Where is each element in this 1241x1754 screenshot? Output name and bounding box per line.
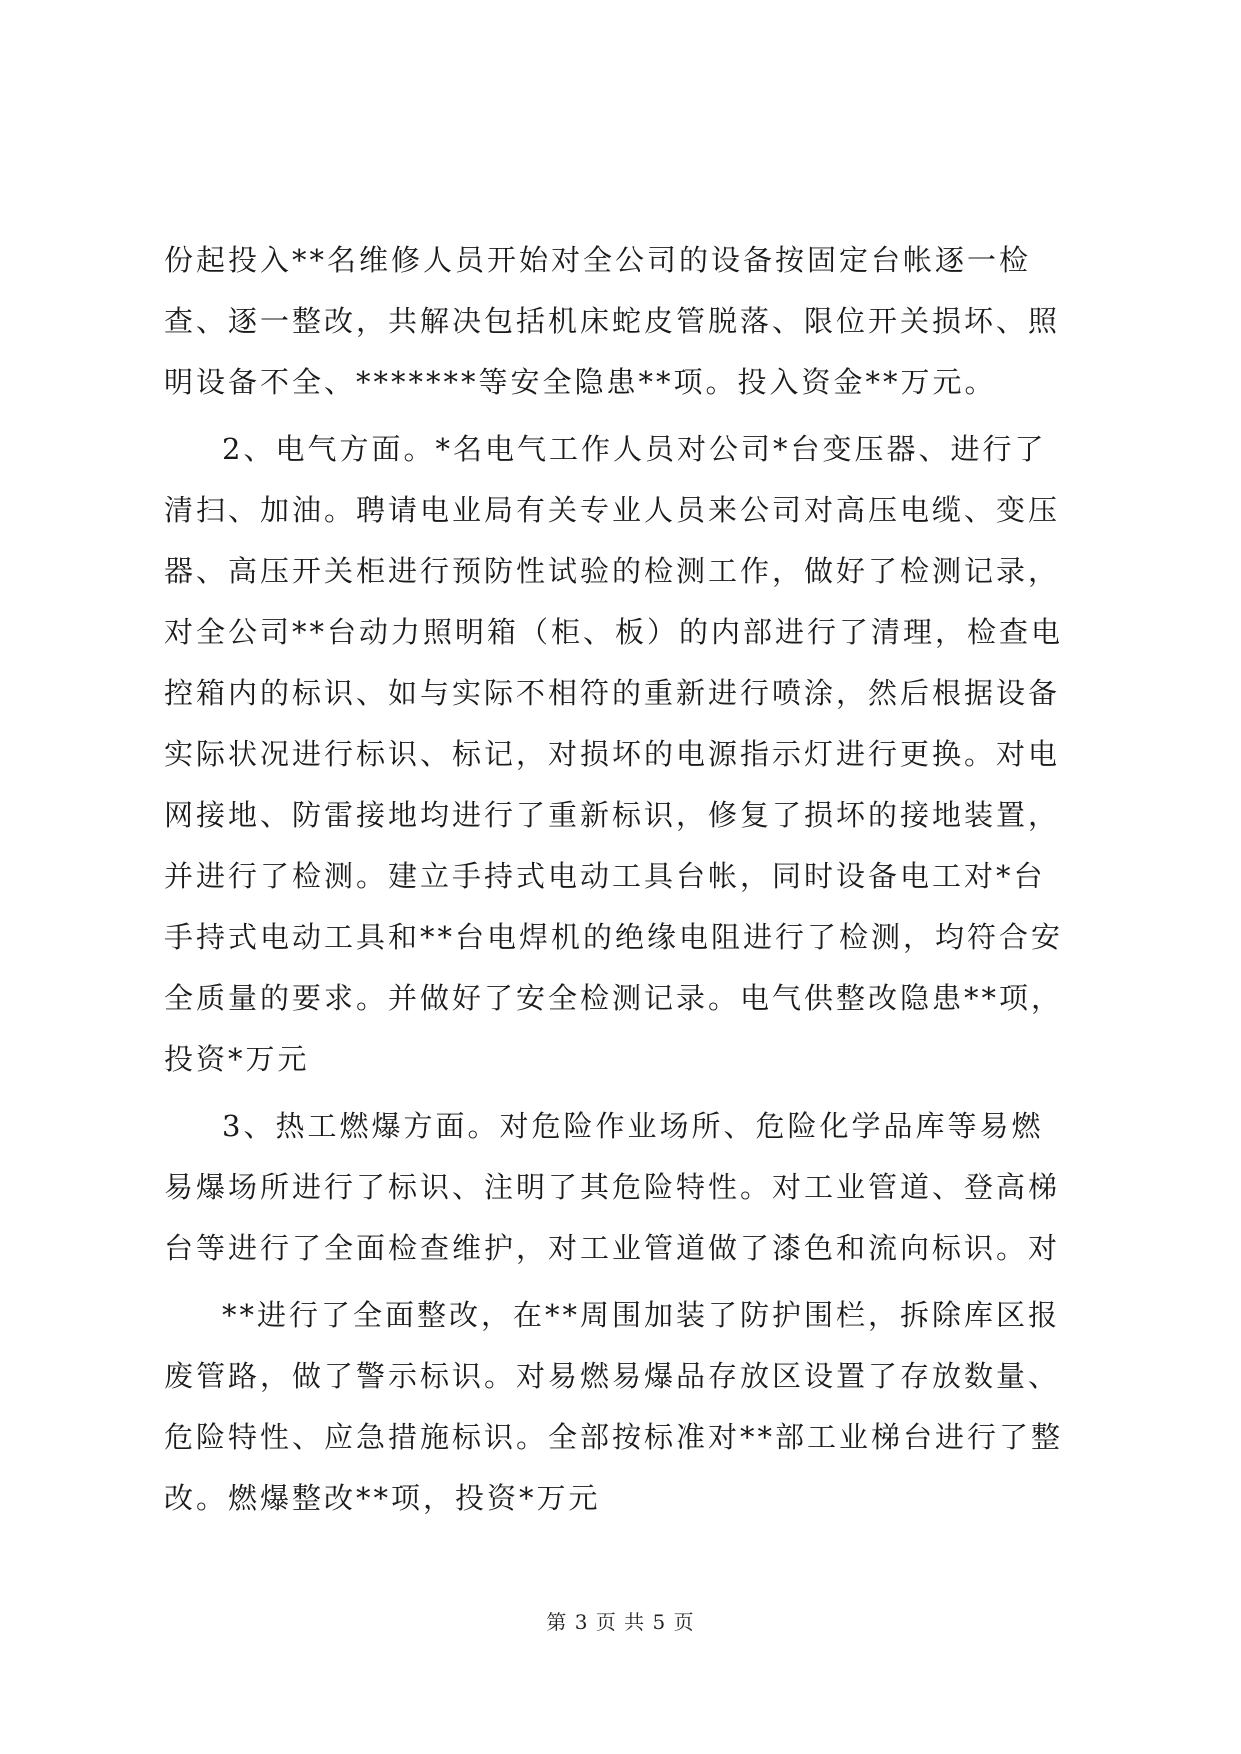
text-line: 实际状况进行标识、标记，对损坏的电源指示灯进行更换。对电 <box>164 737 1061 771</box>
text-line: 并进行了检测。建立手持式电动工具台帐，同时设备电工对*台 <box>164 859 1046 893</box>
paragraph-equipment <box>164 230 1084 413</box>
document-body <box>164 230 1084 1529</box>
text-line: 控箱内的标识、如与实际不相符的重新进行喷涂，然后根据设备 <box>164 676 1061 710</box>
text-line: 明设备不全、*******等安全隐患**项。投入资金**万元。 <box>164 365 997 399</box>
paragraph-thermal-explosion <box>164 1096 1084 1279</box>
text-line: 投资*万元 <box>164 1042 310 1076</box>
text-line: 网接地、防雷接地均进行了重新标识，修复了损坏的接地装置， <box>164 798 1061 832</box>
text-line: 清扫、加油。聘请电业局有关专业人员来公司对高压电缆、变压 <box>164 493 1061 527</box>
text-line: 手持式电动工具和**台电焊机的绝缘电阻进行了检测，均符合安 <box>164 920 1064 954</box>
text-line: 全质量的要求。并做好了安全检测记录。电气供整改隐患**项， <box>164 981 1064 1015</box>
text-line: 份起投入**名维修人员开始对全公司的设备按固定台帐逐一检 <box>164 243 1032 277</box>
text-line: 器、高压开关柜进行预防性试验的检测工作，做好了检测记录， <box>164 554 1061 588</box>
text-line: **进行了全面整改，在**周围加装了防护围栏，拆除库区报 <box>222 1298 1061 1332</box>
text-line: 改。燃爆整改**项，投资*万元 <box>164 1481 601 1515</box>
text-line: 2、电气方面。*名电气工作人员对公司*台变压器、进行了 <box>222 432 1047 466</box>
text-line: 查、逐一整改，共解决包括机床蛇皮管脱落、限位开关损坏、照 <box>164 304 1061 338</box>
text-line: 3、热工燃爆方面。对危险作业场所、危险化学品库等易燃 <box>222 1109 1044 1143</box>
text-line: 危险特性、应急措施标识。全部按标准对**部工业梯台进行了整 <box>164 1420 1064 1454</box>
paragraph-rectification <box>164 1285 1084 1529</box>
text-line: 易爆场所进行了标识、注明了其危险特性。对工业管道、登高梯 <box>164 1170 1061 1204</box>
text-line: 台等进行了全面检查维护，对工业管道做了漆色和流向标识。对 <box>164 1231 1061 1265</box>
text-line: 对全公司**台动力照明箱（柜、板）的内部进行了清理，检查电 <box>164 615 1064 649</box>
text-line: 废管路，做了警示标识。对易燃易爆品存放区设置了存放数量、 <box>164 1359 1061 1393</box>
paragraph-electrical <box>164 419 1084 1090</box>
page-number-footer: 第 3 页 共 5 页 <box>546 1610 695 1634</box>
